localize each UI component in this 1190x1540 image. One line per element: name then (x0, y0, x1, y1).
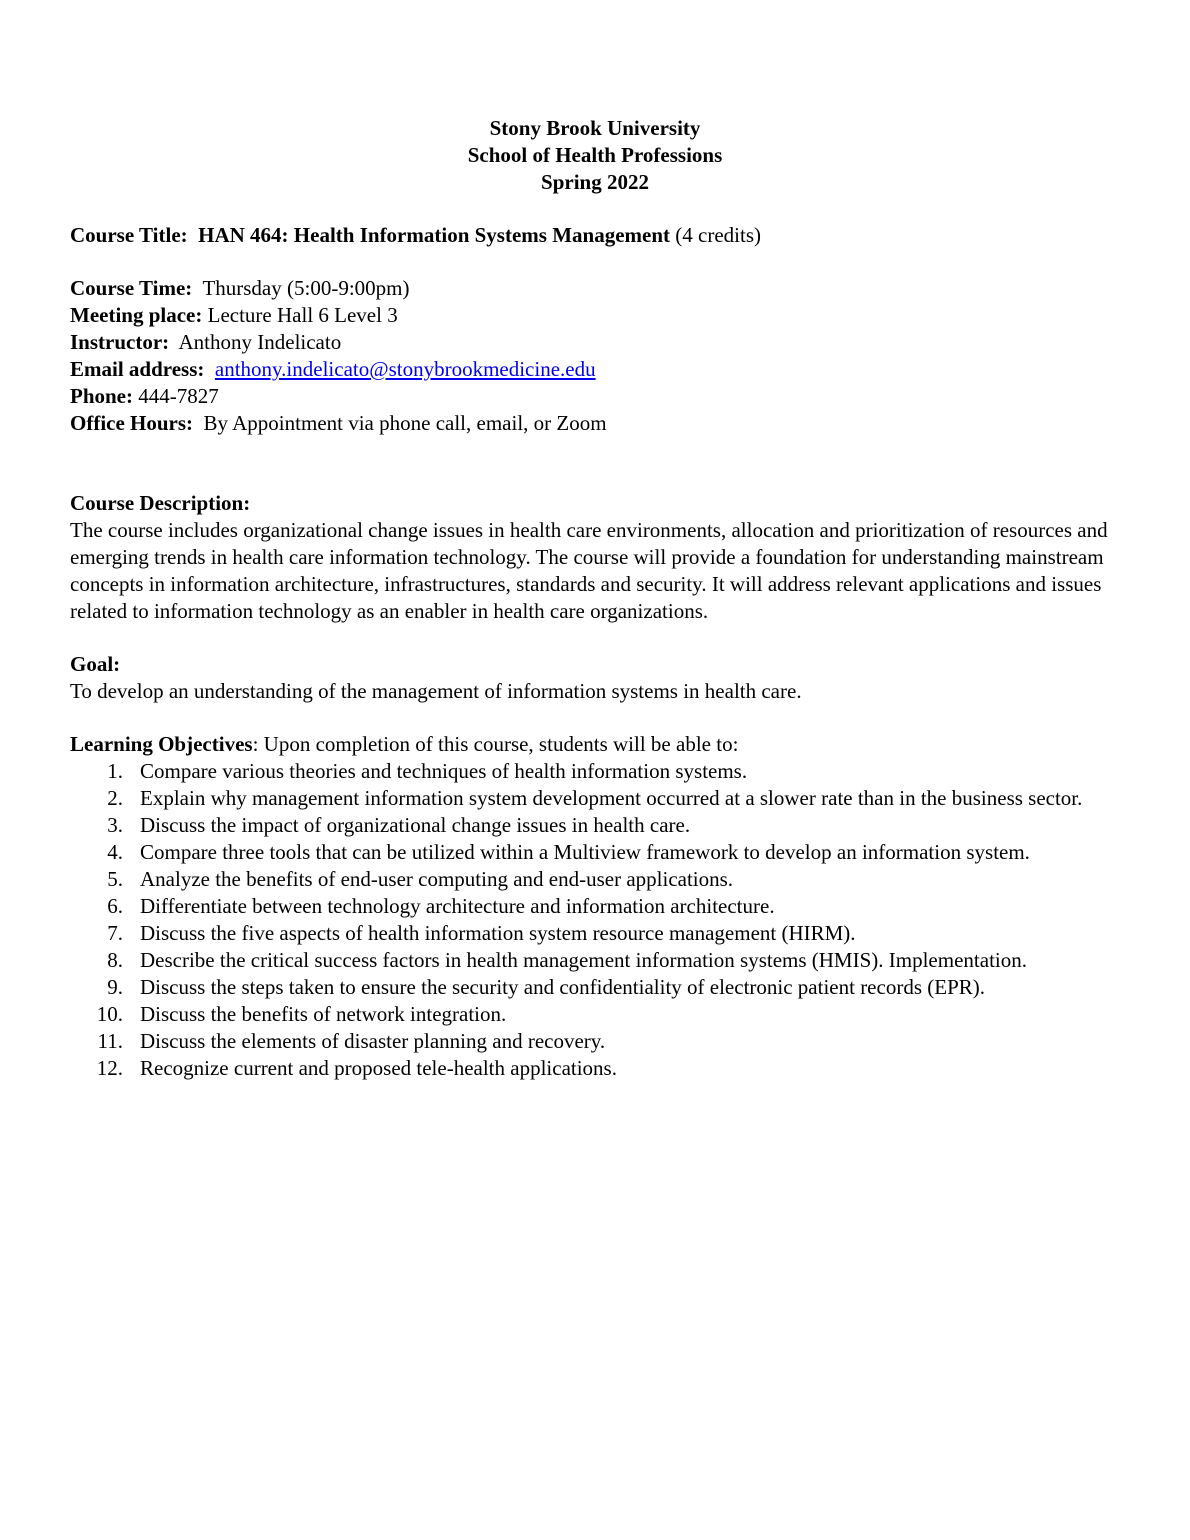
course-title-value: HAN 464: Health Information Systems Management (198, 223, 671, 247)
list-item-number: 8. (107, 948, 123, 972)
course-credits: (4 credits) (675, 223, 761, 247)
meeting-place-label: Meeting place: (70, 303, 203, 327)
learning-objectives-intro: : Upon completion of this course, students will be able to: (252, 732, 739, 756)
list-item-text: Compare three tools that can be utilized within a Multiview framework to develop an information system. (140, 840, 1030, 864)
list-item-text: Differentiate between technology architecture and information architecture. (140, 894, 775, 918)
list-item-number: 10. (96, 1002, 123, 1026)
list-item-number: 4. (107, 840, 123, 864)
office-hours-label: Office Hours: (70, 411, 194, 435)
list-item (70, 974, 1130, 1001)
phone-line (70, 383, 1130, 410)
office-hours-line (70, 410, 1130, 437)
list-item-text: Describe the critical success factors in health management information systems (HMIS). Implementation. (140, 948, 1027, 972)
learning-objectives-section (70, 731, 1130, 1082)
course-details (70, 275, 1130, 437)
list-item (70, 839, 1130, 866)
email-line (70, 356, 1130, 383)
list-item-text: Discuss the five aspects of health information system resource management (HIRM). (140, 921, 856, 945)
syllabus-page (70, 115, 1130, 1082)
goal-heading: Goal: (70, 652, 121, 676)
course-description-text: The course includes organizational change issues in health care environments, allocation and prioritization of resources and emerging trends in health care information technology. The course will provide a foundation for understanding mainstream concepts in information architecture, infrastructures, standards and security. It will address relevant applications and issues related to information technology as an enabler in health care organizations. (70, 518, 1108, 623)
learning-objectives-heading: Learning Objectives (70, 732, 253, 756)
course-description-section (70, 490, 1130, 625)
instructor-line (70, 329, 1130, 356)
course-time-value: Thursday (5:00-9:00pm) (202, 276, 410, 300)
list-item-number: 9. (107, 975, 123, 999)
goal-text: To develop an understanding of the management of information systems in health care. (70, 679, 802, 703)
school-name: School of Health Professions (467, 143, 723, 167)
list-item-text: Discuss the elements of disaster planning and recovery. (140, 1029, 606, 1053)
list-item (70, 1028, 1130, 1055)
list-item (70, 785, 1130, 812)
instructor-label: Instructor: (70, 330, 170, 354)
list-item (70, 893, 1130, 920)
instructor-value: Anthony Indelicato (178, 330, 342, 354)
course-description-heading: Course Description: (70, 491, 251, 515)
course-time-line (70, 275, 1130, 302)
course-time-label: Course Time: (70, 276, 193, 300)
list-item-number: 6. (107, 894, 123, 918)
list-item (70, 1055, 1130, 1082)
term: Spring 2022 (541, 170, 649, 194)
list-item-text: Discuss the benefits of network integration. (140, 1002, 507, 1026)
course-title-line (70, 222, 1130, 249)
course-title-label: Course Title: (70, 223, 188, 247)
list-item-number: 11. (97, 1029, 123, 1053)
list-item (70, 758, 1130, 785)
university-name: Stony Brook University (489, 116, 701, 140)
list-item-text: Analyze the benefits of end-user computing and end-user applications. (140, 867, 734, 891)
list-item (70, 1001, 1130, 1028)
list-item-number: 7. (107, 921, 123, 945)
learning-objectives-line (70, 731, 1130, 758)
list-item-number: 2. (107, 786, 123, 810)
list-item-number: 12. (96, 1056, 123, 1080)
list-item-text: Recognize current and proposed tele-health applications. (140, 1056, 617, 1080)
list-item-text: Explain why management information system development occurred at a slower rate than in the business sector. (140, 786, 1083, 810)
list-item-number: 1. (107, 759, 123, 783)
meeting-place-value: Lecture Hall 6 Level 3 (207, 303, 398, 327)
email-link[interactable]: anthony.indelicato@stonybrookmedicine.edu (214, 357, 596, 381)
email-label: Email address: (70, 357, 205, 381)
document-header (0, 115, 1190, 196)
phone-value: 444-7827 (138, 384, 219, 408)
meeting-place-line (70, 302, 1130, 329)
list-item (70, 866, 1130, 893)
goal-section (70, 651, 1130, 705)
list-item-text: Discuss the impact of organizational change issues in health care. (140, 813, 691, 837)
list-item (70, 920, 1130, 947)
list-item-text: Discuss the steps taken to ensure the security and confidentiality of electronic patient records (EPR). (140, 975, 985, 999)
office-hours-value: By Appointment via phone call, email, or Zoom (203, 411, 607, 435)
list-item-number: 3. (107, 813, 123, 837)
list-item-text: Compare various theories and techniques of health information systems. (140, 759, 748, 783)
phone-label: Phone: (70, 384, 133, 408)
list-item-number: 5. (107, 867, 123, 891)
list-item (70, 947, 1130, 974)
objectives-list (70, 758, 1130, 1082)
list-item (70, 812, 1130, 839)
